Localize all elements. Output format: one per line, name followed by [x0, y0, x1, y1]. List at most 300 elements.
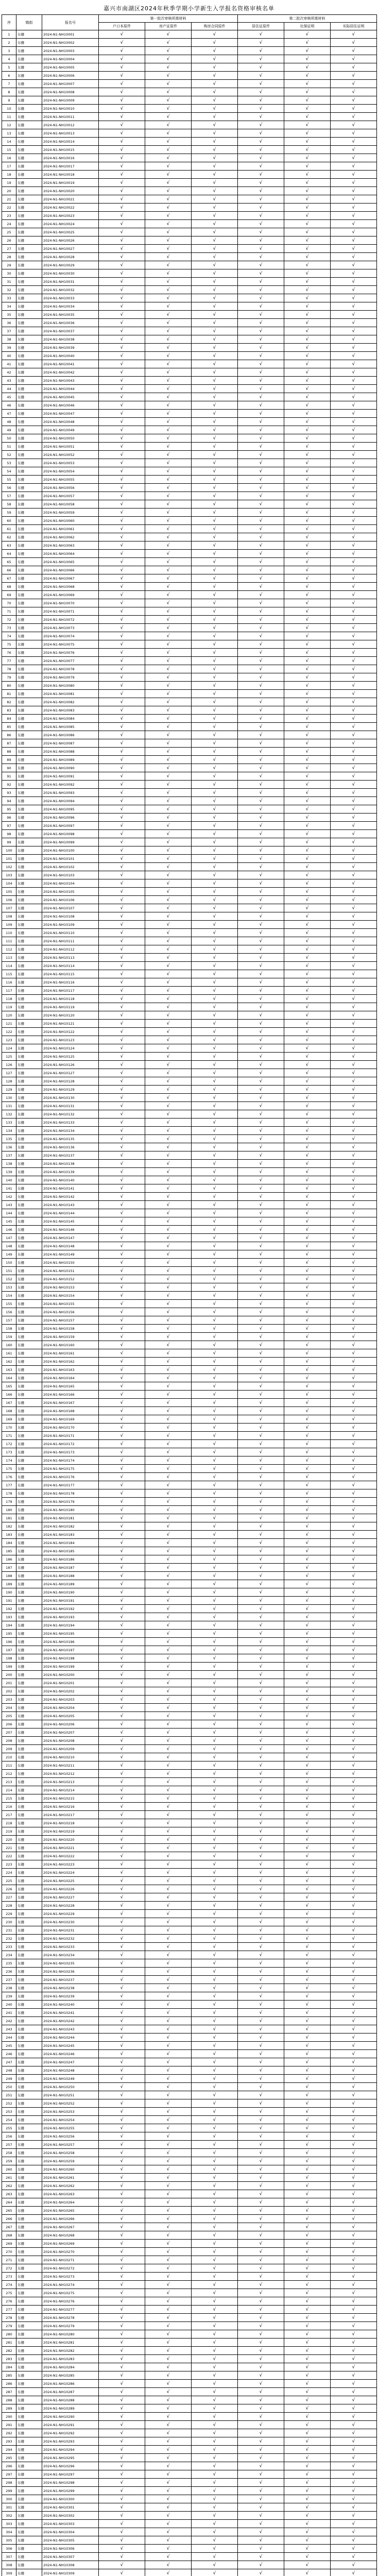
check-cell: √	[238, 2273, 284, 2281]
check-cell: √	[284, 822, 331, 830]
table-row	[2, 138, 377, 146]
row-district: 东栅	[16, 517, 42, 525]
check-cell: √	[331, 179, 377, 187]
row-student-id: 2024-N1-NH10296	[42, 2462, 99, 2470]
check-cell: √	[192, 921, 238, 929]
table-row	[2, 855, 377, 863]
check-cell: √	[284, 2001, 331, 2009]
check-cell: √	[331, 236, 377, 245]
header-group-second-batch: 第二批次审核所需材料	[238, 15, 377, 23]
row-district: 东栅	[16, 1514, 42, 1522]
table-row	[2, 962, 377, 970]
table-row	[2, 1811, 377, 1819]
row-student-id: 2024-N1-NH10303	[42, 2520, 99, 2528]
row-district: 东栅	[16, 368, 42, 377]
check-cell: √	[99, 204, 145, 212]
check-cell: √	[284, 1844, 331, 1852]
row-student-id: 2024-N1-NH10039	[42, 344, 99, 352]
check-cell: √	[331, 1679, 377, 1687]
check-cell: √	[192, 2437, 238, 2446]
table-row	[2, 187, 377, 195]
check-cell: √	[284, 1209, 331, 1217]
row-index: 2	[2, 39, 16, 47]
check-cell: √	[99, 2388, 145, 2396]
row-index: 218	[2, 1819, 16, 1827]
check-cell: √	[331, 2528, 377, 2536]
table-row	[2, 1572, 377, 1580]
check-cell: √	[99, 855, 145, 863]
check-cell: √	[99, 1687, 145, 1696]
check-cell: √	[145, 2009, 192, 2017]
row-index: 196	[2, 1638, 16, 1646]
check-cell: √	[192, 1621, 238, 1630]
check-cell: √	[192, 1292, 238, 1300]
check-cell: √	[238, 1184, 284, 1193]
check-cell: √	[238, 261, 284, 269]
table-row	[2, 541, 377, 550]
table-row	[2, 509, 377, 517]
table-row	[2, 2091, 377, 2099]
row-index: 57	[2, 492, 16, 500]
table-row	[2, 1786, 377, 1794]
check-cell: √	[238, 1349, 284, 1358]
check-cell: √	[284, 1259, 331, 1267]
check-cell: √	[145, 2182, 192, 2190]
check-cell: √	[331, 1819, 377, 1827]
check-cell: √	[284, 368, 331, 377]
row-student-id: 2024-N1-NH10093	[42, 789, 99, 797]
check-cell: √	[238, 723, 284, 731]
check-cell: √	[238, 1621, 284, 1630]
table-row	[2, 1531, 377, 1539]
check-cell: √	[331, 616, 377, 624]
table-row	[2, 1127, 377, 1135]
check-cell: √	[284, 2437, 331, 2446]
check-cell: √	[145, 179, 192, 187]
table-row	[2, 607, 377, 616]
check-cell: √	[192, 2421, 238, 2429]
check-cell: √	[192, 550, 238, 558]
check-cell: √	[284, 2099, 331, 2108]
check-cell: √	[145, 2083, 192, 2091]
table-row	[2, 335, 377, 344]
table-row	[2, 1358, 377, 1366]
check-cell: √	[99, 2347, 145, 2355]
row-index: 106	[2, 896, 16, 904]
check-cell: √	[284, 55, 331, 63]
row-student-id: 2024-N1-NH10015	[42, 146, 99, 154]
row-district: 东栅	[16, 2099, 42, 2108]
check-cell: √	[238, 253, 284, 261]
row-index: 37	[2, 327, 16, 335]
row-student-id: 2024-N1-NH10107	[42, 904, 99, 912]
check-cell: √	[331, 2116, 377, 2124]
check-cell: √	[145, 1588, 192, 1597]
check-cell: √	[145, 599, 192, 607]
row-student-id: 2024-N1-NH10152	[42, 1275, 99, 1283]
check-cell: √	[331, 970, 377, 978]
check-cell: √	[145, 418, 192, 426]
check-cell: √	[331, 286, 377, 294]
check-cell: √	[284, 2429, 331, 2437]
check-cell: √	[284, 1811, 331, 1819]
check-cell: √	[99, 1902, 145, 1910]
check-cell: √	[331, 1151, 377, 1160]
check-cell: √	[145, 1737, 192, 1745]
check-cell: √	[284, 715, 331, 723]
check-cell: √	[238, 1275, 284, 1283]
check-cell: √	[284, 443, 331, 451]
check-cell: √	[284, 1745, 331, 1753]
check-cell: √	[284, 72, 331, 80]
check-cell: √	[331, 1036, 377, 1044]
check-cell: √	[331, 2338, 377, 2347]
row-student-id: 2024-N1-NH10240	[42, 2001, 99, 2009]
row-index: 5	[2, 63, 16, 72]
row-district: 东栅	[16, 1151, 42, 1160]
row-index: 282	[2, 2347, 16, 2355]
row-student-id: 2024-N1-NH10132	[42, 1110, 99, 1118]
check-cell: √	[145, 1951, 192, 1959]
row-district: 东栅	[16, 945, 42, 954]
row-district: 东栅	[16, 574, 42, 583]
row-student-id: 2024-N1-NH10188	[42, 1572, 99, 1580]
row-index: 1	[2, 30, 16, 39]
table-row	[2, 871, 377, 879]
check-cell: √	[284, 517, 331, 525]
check-cell: √	[192, 319, 238, 327]
row-district: 东栅	[16, 1044, 42, 1053]
row-student-id: 2024-N1-NH10205	[42, 1712, 99, 1720]
row-district: 东栅	[16, 1102, 42, 1110]
row-index: 264	[2, 2198, 16, 2207]
check-cell: √	[192, 739, 238, 748]
row-district: 东栅	[16, 459, 42, 467]
table-row	[2, 2297, 377, 2306]
check-cell: √	[331, 1349, 377, 1358]
check-cell: √	[284, 500, 331, 509]
check-cell: √	[145, 624, 192, 632]
check-cell: √	[145, 2248, 192, 2256]
table-row	[2, 805, 377, 814]
table-row	[2, 1555, 377, 1564]
check-cell: √	[192, 1102, 238, 1110]
row-district: 东栅	[16, 2396, 42, 2404]
row-index: 9	[2, 96, 16, 105]
check-cell: √	[284, 344, 331, 352]
check-cell: √	[192, 434, 238, 443]
row-student-id: 2024-N1-NH10053	[42, 459, 99, 467]
row-student-id: 2024-N1-NH10252	[42, 2099, 99, 2108]
check-cell: √	[331, 476, 377, 484]
row-district: 东栅	[16, 978, 42, 987]
check-cell: √	[99, 1564, 145, 1572]
check-cell: √	[331, 1308, 377, 1316]
check-cell: √	[145, 1498, 192, 1506]
row-student-id: 2024-N1-NH10103	[42, 871, 99, 879]
check-cell: √	[331, 220, 377, 228]
check-cell: √	[238, 830, 284, 838]
check-cell: √	[99, 558, 145, 566]
check-cell: √	[284, 154, 331, 162]
check-cell: √	[331, 2536, 377, 2545]
check-cell: √	[99, 822, 145, 830]
row-student-id: 2024-N1-NH10088	[42, 748, 99, 756]
check-cell: √	[145, 715, 192, 723]
row-district: 东栅	[16, 640, 42, 649]
check-cell: √	[145, 1316, 192, 1325]
check-cell: √	[192, 2083, 238, 2091]
check-cell: √	[145, 1918, 192, 1926]
row-index: 44	[2, 385, 16, 393]
check-cell: √	[238, 706, 284, 715]
check-cell: √	[145, 171, 192, 179]
row-index: 207	[2, 1728, 16, 1737]
row-student-id: 2024-N1-NH10108	[42, 912, 99, 921]
check-cell: √	[99, 80, 145, 88]
table-row	[2, 1044, 377, 1053]
check-cell: √	[331, 1663, 377, 1671]
row-student-id: 2024-N1-NH10073	[42, 624, 99, 632]
check-cell: √	[238, 1902, 284, 1910]
check-cell: √	[238, 509, 284, 517]
row-index: 306	[2, 2545, 16, 2553]
row-district: 东栅	[16, 731, 42, 739]
check-cell: √	[284, 1860, 331, 1869]
table-row	[2, 1761, 377, 1770]
row-district: 东栅	[16, 1250, 42, 1259]
check-cell: √	[284, 929, 331, 937]
check-cell: √	[192, 558, 238, 566]
check-cell: √	[99, 1522, 145, 1531]
check-cell: √	[284, 1819, 331, 1827]
check-cell: √	[284, 2363, 331, 2371]
check-cell: √	[145, 945, 192, 954]
check-cell: √	[99, 1366, 145, 1374]
check-cell: √	[99, 1399, 145, 1407]
check-cell: √	[238, 2314, 284, 2322]
table-row	[2, 2495, 377, 2503]
check-cell: √	[99, 2132, 145, 2141]
check-cell: √	[192, 228, 238, 236]
check-cell: √	[238, 2536, 284, 2545]
check-cell: √	[145, 2223, 192, 2231]
table-row	[2, 1687, 377, 1696]
check-cell: √	[284, 1893, 331, 1902]
table-row	[2, 1259, 377, 1267]
row-student-id: 2024-N1-NH10189	[42, 1580, 99, 1588]
row-district: 东栅	[16, 682, 42, 690]
row-index: 173	[2, 1448, 16, 1456]
check-cell: √	[145, 1333, 192, 1341]
table-row	[2, 2190, 377, 2198]
check-cell: √	[145, 2289, 192, 2297]
row-index: 59	[2, 509, 16, 517]
check-cell: √	[331, 673, 377, 682]
check-cell: √	[99, 995, 145, 1003]
check-cell: √	[192, 2066, 238, 2075]
check-cell: √	[99, 2001, 145, 2009]
check-cell: √	[284, 1506, 331, 1514]
check-cell: √	[145, 748, 192, 756]
check-cell: √	[145, 1473, 192, 1481]
check-cell: √	[284, 1143, 331, 1151]
row-student-id: 2024-N1-NH10018	[42, 171, 99, 179]
table-row	[2, 1877, 377, 1885]
row-index: 78	[2, 665, 16, 673]
check-cell: √	[331, 1003, 377, 1011]
row-student-id: 2024-N1-NH10081	[42, 690, 99, 698]
check-cell: √	[99, 2528, 145, 2536]
check-cell: √	[99, 1811, 145, 1819]
check-cell: √	[238, 1234, 284, 1242]
check-cell: √	[238, 665, 284, 673]
row-district: 东栅	[16, 2124, 42, 2132]
check-cell: √	[145, 335, 192, 344]
row-student-id: 2024-N1-NH10021	[42, 195, 99, 204]
check-cell: √	[99, 2256, 145, 2264]
row-index: 283	[2, 2355, 16, 2363]
check-cell: √	[145, 1555, 192, 1564]
check-cell: √	[145, 2240, 192, 2248]
table-row	[2, 2273, 377, 2281]
row-student-id: 2024-N1-NH10229	[42, 1910, 99, 1918]
check-cell: √	[192, 1432, 238, 1440]
row-student-id: 2024-N1-NH10144	[42, 1209, 99, 1217]
check-cell: √	[331, 657, 377, 665]
row-student-id: 2024-N1-NH10133	[42, 1118, 99, 1127]
row-student-id: 2024-N1-NH10298	[42, 2479, 99, 2487]
row-student-id: 2024-N1-NH10013	[42, 129, 99, 138]
check-cell: √	[238, 1069, 284, 1077]
check-cell: √	[145, 1391, 192, 1399]
table-row	[2, 2141, 377, 2149]
check-cell: √	[99, 2569, 145, 2576]
check-cell: √	[145, 344, 192, 352]
check-cell: √	[284, 665, 331, 673]
row-district: 东栅	[16, 138, 42, 146]
check-cell: √	[331, 1852, 377, 1860]
check-cell: √	[284, 838, 331, 846]
row-district: 东栅	[16, 1877, 42, 1885]
check-cell: √	[284, 1951, 331, 1959]
check-cell: √	[284, 1473, 331, 1481]
check-cell: √	[145, 2545, 192, 2553]
check-cell: √	[284, 393, 331, 401]
check-cell: √	[238, 2042, 284, 2050]
check-cell: √	[192, 2149, 238, 2157]
check-cell: √	[238, 1209, 284, 1217]
row-district: 东栅	[16, 632, 42, 640]
row-student-id: 2024-N1-NH10035	[42, 311, 99, 319]
check-cell: √	[284, 1267, 331, 1275]
check-cell: √	[192, 129, 238, 138]
check-cell: √	[238, 1127, 284, 1135]
check-cell: √	[284, 995, 331, 1003]
check-cell: √	[284, 1564, 331, 1572]
check-cell: √	[99, 1910, 145, 1918]
check-cell: √	[192, 2314, 238, 2322]
check-cell: √	[331, 2297, 377, 2306]
check-cell: √	[284, 1333, 331, 1341]
check-cell: √	[145, 2470, 192, 2479]
check-cell: √	[284, 2495, 331, 2503]
row-student-id: 2024-N1-NH10005	[42, 63, 99, 72]
check-cell: √	[284, 1341, 331, 1349]
check-cell: √	[99, 1308, 145, 1316]
table-row	[2, 1778, 377, 1786]
check-cell: √	[284, 212, 331, 220]
table-row	[2, 500, 377, 509]
check-cell: √	[145, 1020, 192, 1028]
row-district: 东栅	[16, 1687, 42, 1696]
table-row	[2, 1819, 377, 1827]
row-index: 146	[2, 1226, 16, 1234]
row-district: 东栅	[16, 566, 42, 574]
check-cell: √	[192, 2289, 238, 2297]
check-cell: √	[145, 1522, 192, 1531]
check-cell: √	[238, 607, 284, 616]
check-cell: √	[331, 987, 377, 995]
check-cell: √	[192, 846, 238, 855]
check-cell: √	[99, 434, 145, 443]
table-row	[2, 1918, 377, 1926]
row-student-id: 2024-N1-NH10011	[42, 113, 99, 121]
check-cell: √	[145, 352, 192, 360]
row-district: 东栅	[16, 1984, 42, 1992]
row-student-id: 2024-N1-NH10295	[42, 2454, 99, 2462]
row-district: 东栅	[16, 1951, 42, 1959]
table-row	[2, 1011, 377, 1020]
row-district: 东栅	[16, 1011, 42, 1020]
check-cell: √	[284, 1918, 331, 1926]
check-cell: √	[238, 1440, 284, 1448]
check-cell: √	[284, 352, 331, 360]
row-district: 东栅	[16, 1465, 42, 1473]
check-cell: √	[99, 1028, 145, 1036]
row-index: 11	[2, 113, 16, 121]
check-cell: √	[192, 673, 238, 682]
check-cell: √	[145, 484, 192, 492]
table-row	[2, 2388, 377, 2396]
check-cell: √	[99, 1316, 145, 1325]
row-district: 东栅	[16, 1201, 42, 1209]
table-header	[2, 15, 377, 30]
row-index: 101	[2, 855, 16, 863]
check-cell: √	[331, 649, 377, 657]
row-district: 东栅	[16, 1498, 42, 1506]
row-index: 113	[2, 954, 16, 962]
check-cell: √	[145, 2479, 192, 2487]
check-cell: √	[192, 2207, 238, 2215]
check-cell: √	[192, 2108, 238, 2116]
table-row	[2, 2281, 377, 2289]
check-cell: √	[331, 2157, 377, 2165]
check-cell: √	[99, 1151, 145, 1160]
check-cell: √	[331, 1588, 377, 1597]
row-district: 东栅	[16, 294, 42, 302]
check-cell: √	[192, 1679, 238, 1687]
check-cell: √	[331, 443, 377, 451]
check-cell: √	[99, 2058, 145, 2066]
row-index: 184	[2, 1539, 16, 1547]
table-row	[2, 1910, 377, 1918]
check-cell: √	[284, 2421, 331, 2429]
check-cell: √	[284, 1885, 331, 1893]
row-district: 东栅	[16, 846, 42, 855]
check-cell: √	[99, 187, 145, 195]
check-cell: √	[238, 138, 284, 146]
